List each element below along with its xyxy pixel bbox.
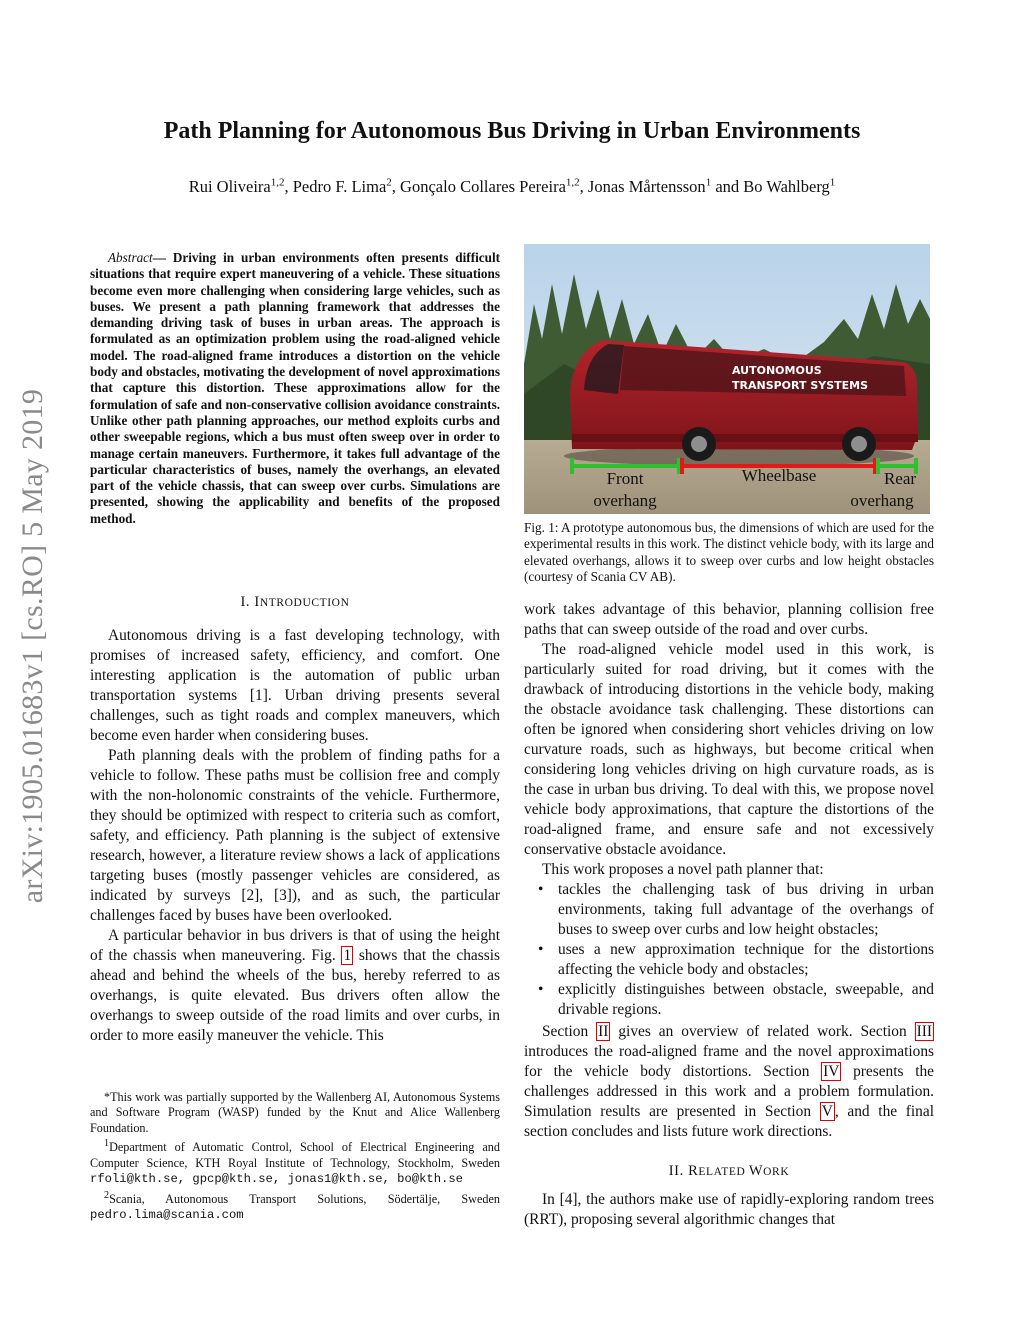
arxiv-identifier: arXiv:1905.01683v1 [cs.RO] 5 May 2019 — [16, 388, 49, 904]
author: Jonas Mårtensson$^1$ and — [587, 176, 744, 196]
right-column-body — [524, 600, 934, 1142]
affiliation-footnote-2: $^2$Scania, Autonomous Transport Solutions, Södertälje, Sweden pedro.lima@scania.com — [90, 1189, 500, 1222]
front-overhang-label: overhang — [593, 491, 657, 510]
rear-label: Rear — [883, 469, 917, 488]
paragraph: In [4], the authors make use of rapidly-exploring random trees (RRT), proposing several algorithmic changes that — [524, 1191, 934, 1228]
section-ref-link[interactable]: II — [598, 1023, 609, 1040]
author: Pedro F. Lima$^2$, — [292, 176, 401, 196]
section-heading-introduction: I. INTRODUCTION — [240, 594, 350, 610]
funding-footnote: *This work was partially supported by the Wallenberg AI, Autonomous Systems and Software Program (WASP) funded by the Knut and Alice Wallenberg Foundation. — [90, 1090, 500, 1135]
wheelbase-label: Wheelbase — [741, 466, 817, 485]
bus-photo — [524, 244, 930, 514]
intro-paragraph: Autonomous driving is a fast developing technology, with promises of increased safety, efficiency, and comfort. One interesting application is the automation of public urban transportation systems [1]. Urban driving presents several challenges, such as tight roads and complex maneuvers, which become even harder when considering buses. — [90, 627, 500, 744]
section-ref-link[interactable]: IV — [823, 1063, 840, 1080]
section-ref-link[interactable]: V — [821, 1103, 833, 1120]
figure-caption: Fig. 1: A prototype autonomous bus, the dimensions of which are used for the experimental results in this work. The distinct vehicle body, with its large and elevated overhangs, allows it to sweep over curbs and low height obstacles (courtesy of Scania CV AB). — [524, 520, 934, 585]
email-list[interactable]: rfoli@kth.se, gpcp@kth.se, jonas1@kth.se, bo@kth.se — [90, 1172, 463, 1187]
paragraph-continuation: work takes advantage of this behavior, planning collision free paths that can sweep outside of the road and over curbs. — [524, 601, 934, 638]
section-ref-link[interactable]: III — [916, 1023, 933, 1040]
paragraph: This work proposes a novel path planner that: — [542, 861, 824, 878]
rear-overhang-label: overhang — [850, 491, 914, 510]
contribution-list — [524, 880, 934, 1020]
paragraph: Section II gives an overview of related work. Section III introduces the road-aligned frame and the novel approximations for the vehicle body distortions. Section IV presents the challenges addressed in this work and a problem formulation. Simulation results are presented in Section V , and the final section concludes and lists future work directions. — [524, 1023, 934, 1140]
paragraph: The road-aligned vehicle model used in this work, is particularly suited for road driving, but it comes with the drawback of introducing distortions in the vehicle body, making the obstacle avoidance task challenging. These distortions can often be ignored when considering short vehicles driving on low curvature roads, such as highways, but become critical when considering long vehicles driving on high curvature roads, as is the case in urban bus driving. To deal with this, we propose novel vehicle body approximations, that capture the distortions of the road-aligned frame, and ensure safe and not excessively conservative obstacle avoidance. — [524, 641, 934, 858]
intro-body — [90, 626, 500, 1046]
abstract-label: Abstract — [108, 250, 153, 265]
affiliation-footnote-1: $^1$Department of Automatic Control, School of Electrical Engineering and Computer Science, KTH Royal Institute of Technology, Stockholm, Sweden rfoli@kth.se, gpcp@kth.se, jonas1@kth.se, bo@kth.se — [90, 1138, 500, 1187]
abstract: Abstract— Driving in urban environments often presents difficult situations that require expert maneuvering of a vehicle. These situations become even more challenging when considering large vehicles, such as buses. We present a path planning framework that addresses the demanding driving task of buses in urban areas. The approach is formulated as an optimization problem using the road-aligned vehicle model. The road-aligned frame introduces a distortion on the vehicle body and obstacles, motivating the development of novel approximations that capture this distortion. These approximations allow for the formulation of safe and non-conservative collision avoidance constraints. Unlike other path planning approaches, our method exploits curbs and other sweepable regions, which a bus must often sweep over in order to manage certain maneuvers. Furthermore, it takes full advantage of the particular characteristics of buses, namely the overhangs, an elevated part of the vehicle chassis, that can sweep over curbs. Simulations are presented, showing the applicability and benefits of the proposed method. — [90, 250, 500, 526]
list-item: • explicitly distinguishes between obstacle, sweepable, and drivable regions. — [558, 980, 934, 1020]
footnotes — [90, 1090, 500, 1223]
author: Bo Wahlberg$^1$ — [743, 176, 836, 196]
figure-ref-link[interactable]: 1 — [343, 947, 352, 964]
bus-photo-figure — [524, 244, 930, 514]
author: Gonçalo Collares Pereira$^{1,2}$, — [400, 176, 588, 196]
section-heading-related-work: II. RELATED WORK — [668, 1163, 790, 1179]
bus-lettering-1: AUTONOMOUS — [732, 364, 822, 377]
related-work-body — [524, 1190, 934, 1230]
list-item: • tackles the challenging task of bus driving in urban environments, taking full advantage of the overhangs of buses to sweep over curbs and low height obstacles; — [558, 880, 934, 940]
author: Rui Oliveira$^{1,2}$, — [188, 176, 293, 196]
paper-title: Path Planning for Autonomous Bus Driving in Urban Environments — [163, 118, 861, 144]
list-item: • uses a new approximation technique for the distortions affecting the vehicle body and obstacles; — [558, 940, 934, 980]
bus-lettering-2: TRANSPORT SYSTEMS — [732, 379, 869, 392]
author-list — [0, 176, 1024, 197]
email[interactable]: pedro.lima@scania.com — [90, 1207, 244, 1222]
abstract-text: Driving in urban environments often presents difficult situations that require expert maneuvering of a vehicle. These situations become even more challenging when considering large vehicles, such as buses. We present a path planning framework that addresses the demanding driving task of buses in urban areas. The approach is formulated as an optimization problem using the road-aligned vehicle model. The road-aligned frame introduces a distortion on the vehicle body and obstacles, motivating the development of novel approximations that capture this distortion. These approximations allow for the formulation of safe and non-conservative collision avoidance constraints. Unlike other path planning approaches, our method exploits curbs and other sweepable regions, which a bus must often sweep over in order to manage certain maneuvers. Furthermore, it takes full advantage of the particular characteristics of buses, namely the overhangs, an elevated part of the vehicle chassis, that can sweep over curbs. Simulations are presented, showing the applicability and benefits of the proposed method. — [90, 250, 500, 526]
front-label: Front — [606, 469, 644, 488]
intro-paragraph: A particular behavior in bus drivers is that of using the height of the chassis when maneuvering. Fig. 1 shows that the chassis ahead and behind the wheels of the bus, hereby referred to as overhangs, is quite elevated. Bus drivers often allow the overhangs to sweep outside of the road limits and over curbs, in order to more easily maneuver the vehicle. This — [90, 927, 501, 1044]
intro-paragraph: Path planning deals with the problem of finding paths for a vehicle to follow. These paths must be collision free and comply with the non-holonomic constraints of the vehicle. Furthermore, they should be optimized with respect to criteria such as comfort, safety, and efficiency. Path planning is the subject of extensive research, however, a literature review shows a lack of applications targeting buses (mostly passenger vehicles are considered, as indicated by surveys [2], [3]), and as such, the particular challenges faced by buses have been overlooked. — [90, 747, 500, 924]
